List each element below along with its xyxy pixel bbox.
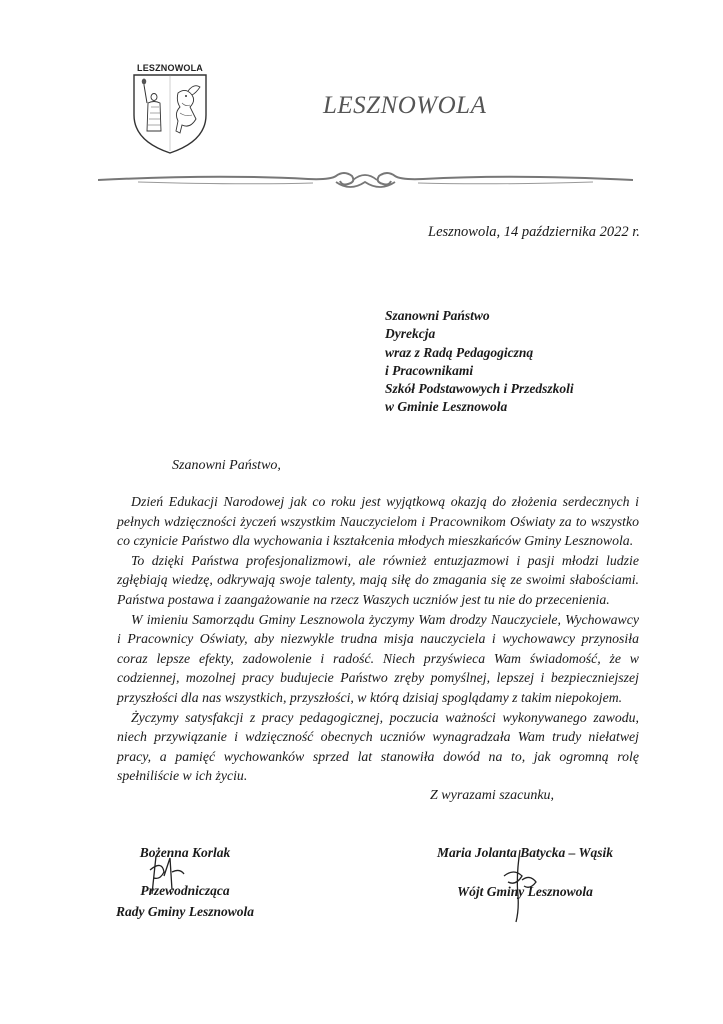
addressee-line: Szkół Podstawowych i Przedszkoli	[385, 381, 574, 397]
addressee-line: wraz z Radą Pedagogiczną	[385, 344, 534, 360]
body-paragraph: W imieniu Samorządu Gminy Lesznowola życzymy Wam drodzy Nauczyciele, Wychowawcy i Pracownicy Oświaty, aby niezwykle trudna misja nauczyciela i wychowawcy przynosiła coraz lepsze efekty, zadowolenie i radość. Niech przyświeca Wam świadomość, że w codziennej, mozolnej pracy budujecie Państwo zręby pomyślnej, lepszej i bezpieczniejszej przyszłości dla nas wszystkich, przyszłości, w którą dzisiaj spoglądamy z takim niepokojem.	[117, 611, 639, 705]
closing-phrase: Z wyrazami szacunku,	[430, 788, 555, 803]
body-paragraph: Życzymy satysfakcji z pracy pedagogicznej, poczucia ważności wykonywanego zawodu, niech przywiązanie i wdzięczność obecnych uczniów wynagradzała Wam trudy niełatwej pracy, a pamięć wychowanków sprzed lat stanowiła dowód na to, jak ogromną rolę spełniliście w ich życiu.	[117, 709, 639, 784]
signatory-right-role: Wójt Gminy Lesznowola	[457, 884, 593, 899]
addressee-line: Dyrekcja	[385, 326, 436, 342]
signatory-right-name: Maria Jolanta Batycka – Wąsik	[436, 845, 614, 860]
salutation: Szanowni Państwo,	[172, 458, 281, 473]
body-paragraph: To dzięki Państwa profesjonalizmowi, ale również entuzjazmowi i pasji młodzi ludzie zgłębiają wiedzę, odkrywają swoje talenty, mają siłę do zmagania się ze swoimi słabościami. Państwa postawa i zaangażowanie na rzecz Waszych uczniów jest tu nie do przecenienia.	[117, 552, 639, 607]
handwritten-signature-left	[140, 850, 200, 900]
handwritten-signature-right	[490, 846, 550, 926]
signatory-left-name: Bożenna Korlak	[139, 845, 231, 860]
page-title: LESZNOWOLA	[323, 92, 487, 119]
addressee-line: w Gminie Lesznowola	[385, 399, 508, 415]
letter-body	[117, 492, 639, 786]
signatory-left-role: Przewodnicząca	[140, 883, 230, 898]
addressee-line: i Pracownikami	[385, 362, 474, 378]
place-and-date: Lesznowola, 14 października 2022 r.	[428, 224, 640, 240]
shield-icon	[130, 63, 210, 155]
addressee-block	[385, 307, 574, 417]
signatory-left-institution: Rady Gminy Lesznowola	[115, 904, 254, 919]
coat-of-arms	[130, 63, 210, 155]
crest-label: LESZNOWOLA	[137, 63, 203, 73]
addressee-line: Szanowni Państwo	[385, 308, 490, 323]
body-paragraph: Dzień Edukacji Narodowej jak co roku jest wyjątkową okazją do złożenia serdecznych i pełnych wdzięczności życzeń wszystkim Nauczycielom i Pracownikom Oświaty za to wszystko co czynicie Państwo dla wychowania i kształcenia młodych mieszkańców Gminy Lesznowola.	[117, 494, 639, 549]
ornament-divider	[98, 166, 633, 196]
